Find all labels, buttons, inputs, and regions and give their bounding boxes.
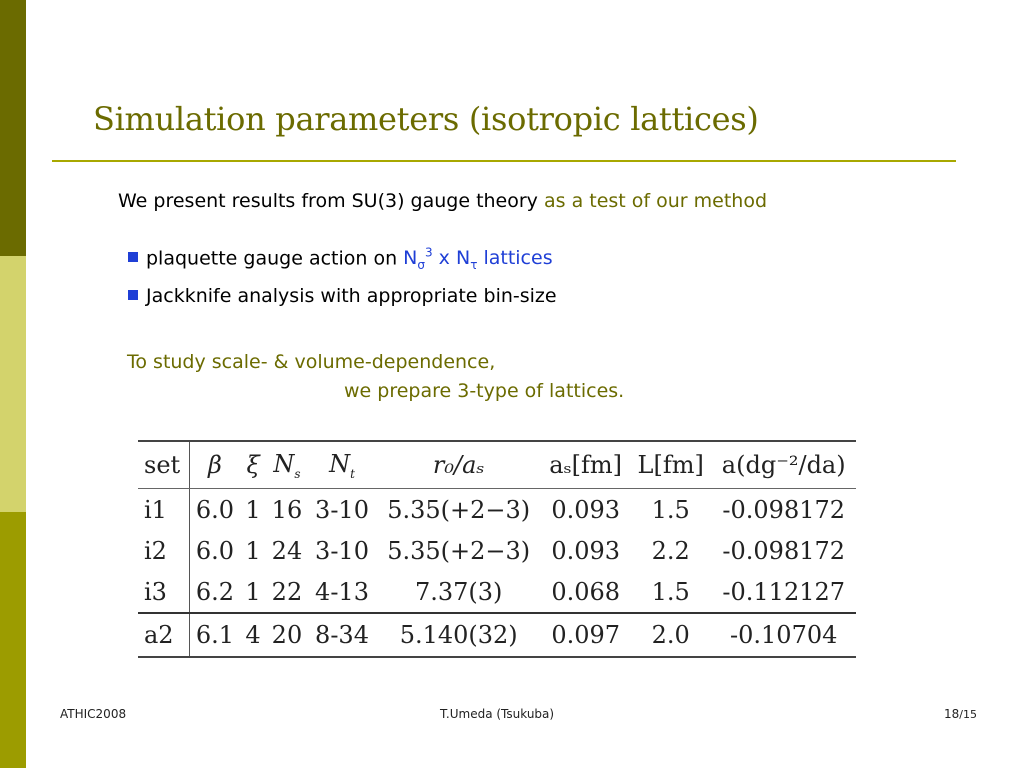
sidebar-band-dark	[0, 0, 26, 256]
cell-nt: 8-34	[308, 613, 376, 657]
cell-set: i2	[138, 530, 189, 571]
cell-L: 2.0	[630, 613, 711, 657]
footer-author: T.Umeda (Tsukuba)	[440, 707, 555, 721]
cell-a: -0.098172	[722, 495, 846, 524]
sidebar-band-mid	[0, 512, 26, 768]
intro-prefix: We present results from SU(3) gauge theory	[118, 190, 544, 212]
bullet-item-jackknife	[128, 285, 557, 307]
cell-set: i3	[138, 571, 189, 613]
cell-set: a2	[138, 613, 189, 657]
cell-as: 0.097	[541, 613, 630, 657]
cell-L: 2.2	[651, 536, 690, 565]
table-row	[138, 613, 856, 657]
table-row	[138, 571, 856, 613]
lattice-suffix: lattices	[477, 247, 553, 270]
intro-text	[118, 190, 767, 212]
bullet-2-text: Jackknife analysis with appropriate bin-size	[146, 285, 557, 307]
header-a: a(dg⁻²/da)	[711, 441, 856, 489]
lattice-sup-3: 3	[425, 246, 433, 260]
footer-page: 18	[944, 707, 960, 721]
cell-ns: 20	[266, 613, 308, 657]
bullet-square-icon	[128, 252, 138, 262]
cell-a: -0.10704	[711, 613, 856, 657]
page-title: Simulation parameters (isotropic lattices)	[93, 100, 759, 138]
lattice-sub-tau: τ	[470, 258, 478, 273]
sidebar-decoration	[0, 0, 26, 768]
cell-ns: 24	[271, 536, 303, 565]
cell-beta: 6.0	[195, 536, 235, 565]
cell-nt: 3-10	[315, 495, 369, 524]
parameters-table	[138, 440, 856, 658]
cell-xi: 4	[240, 613, 266, 657]
header-ns-sub: s	[294, 466, 301, 481]
header-r0: r₀/aₛ	[376, 441, 541, 489]
header-beta: β	[189, 441, 240, 489]
cell-nt: 4-13	[315, 577, 369, 606]
cell-xi: 1	[245, 536, 261, 565]
cell-L: 1.5	[651, 495, 690, 524]
header-nt-n: N	[329, 449, 351, 478]
cell-r0: 7.37(3)	[414, 577, 503, 606]
cell-L: 1.5	[651, 577, 690, 606]
cell-a: -0.112127	[722, 577, 846, 606]
header-ns-n: N	[273, 449, 295, 478]
footer-total: /15	[959, 708, 977, 721]
header-L: L[fm]	[630, 441, 711, 489]
header-ns	[266, 441, 308, 489]
lattice-notation	[403, 246, 553, 273]
cell-as: 0.068	[551, 577, 621, 606]
footer-page-number	[944, 707, 977, 721]
cell-r0: 5.140(32)	[376, 613, 541, 657]
cell-a: -0.098172	[722, 536, 846, 565]
intro-highlight: as a test of our method	[543, 190, 768, 212]
lattice-sub-sigma: σ	[417, 258, 425, 273]
bullet-item-action	[128, 246, 553, 272]
cell-beta: 6.1	[189, 613, 240, 657]
title-divider	[52, 160, 956, 162]
cell-r0: 5.35(+2−3)	[387, 536, 531, 565]
bullet-square-icon	[128, 290, 138, 300]
cell-ns: 16	[271, 495, 303, 524]
cell-set: i1	[138, 489, 189, 531]
cell-r0: 5.35(+2−3)	[387, 495, 531, 524]
bullet-1-prefix: plaquette gauge action on	[146, 247, 404, 270]
cell-xi: 1	[245, 577, 261, 606]
cell-beta: 6.0	[195, 495, 235, 524]
study-line-1: To study scale- & volume-dependence,	[127, 351, 496, 373]
footer-conference: ATHIC2008	[60, 707, 127, 721]
table-header-row	[138, 441, 856, 489]
sidebar-band-light	[0, 256, 26, 512]
lattice-mid: x N	[432, 247, 471, 270]
cell-ns: 22	[271, 577, 303, 606]
cell-as: 0.093	[551, 536, 621, 565]
table-row	[138, 489, 856, 531]
table-row	[138, 530, 856, 571]
cell-beta: 6.2	[195, 577, 235, 606]
cell-nt: 3-10	[315, 536, 369, 565]
header-nt-sub: t	[350, 466, 355, 481]
header-as: aₛ[fm]	[541, 441, 630, 489]
header-xi: ξ	[240, 441, 266, 489]
cell-as: 0.093	[551, 495, 621, 524]
lattice-n1: N	[403, 247, 418, 270]
study-line-2: we prepare 3-type of lattices.	[344, 380, 625, 402]
cell-xi: 1	[245, 495, 261, 524]
header-set: set	[138, 441, 189, 489]
header-nt	[308, 441, 376, 489]
